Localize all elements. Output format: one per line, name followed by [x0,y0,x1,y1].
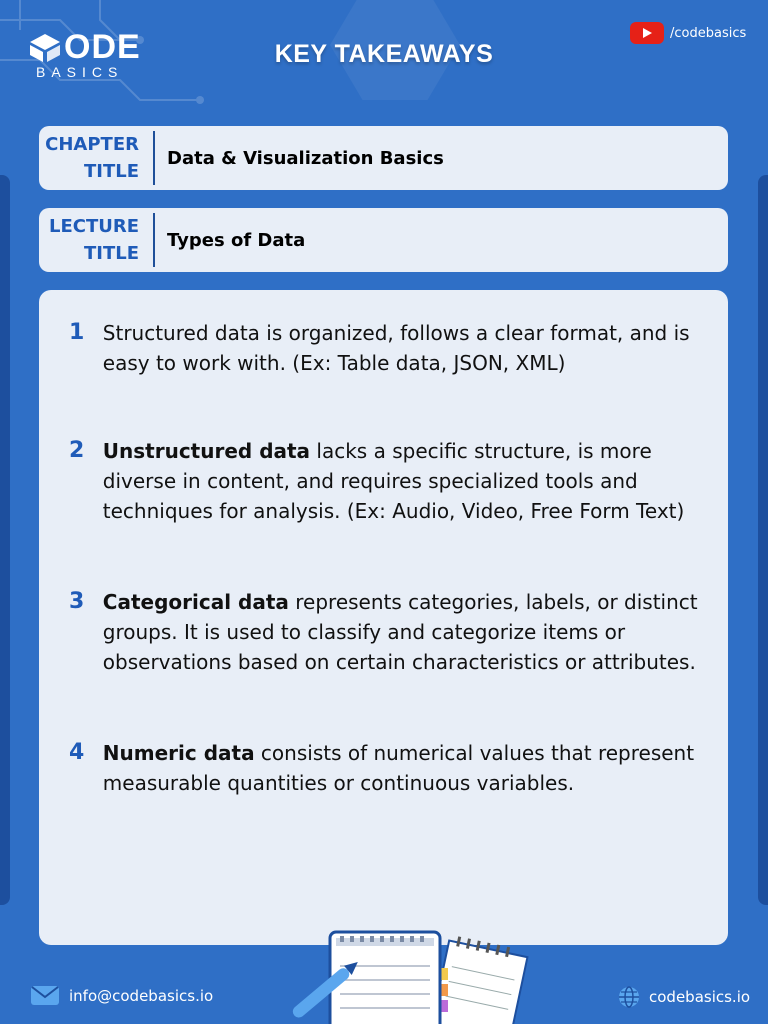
chapter-value: Data & Visualization Basics [167,147,444,169]
notebook-illustration [290,928,530,1024]
takeaway-body: represents categories, labels, or distinct groups. It is used to classify and categorize items or observations based on certain characteristics or attributes. [102,590,698,674]
footer-email: info@codebasics.io [69,986,214,1005]
takeaway-bold: Numeric data [102,741,255,765]
takeaway-text [103,587,699,677]
takeaway-body: consists of numerical values that represent measurable quantities or continuous variables. [102,741,695,795]
youtube-icon [630,22,664,44]
takeaway-bold: Unstructured data [102,439,311,463]
footer-website-link[interactable] [617,985,750,1009]
takeaway-number: 3 [69,589,85,614]
footer-email-link[interactable] [31,986,213,1005]
takeaways-card [39,290,728,945]
takeaway-body: Structured data is organized, follows a clear format, and is easy to work with. (Ex: Table data, JSON, XML) [102,321,690,375]
youtube-handle: /codebasics [670,25,747,41]
lecture-label-line1: LECTURE [48,216,139,237]
footer-website: codebasics.io [649,988,751,1006]
takeaway-number: 4 [69,740,85,765]
logo-main-text: ODE [64,28,141,66]
takeaway-item [69,318,699,378]
takeaway-body: lacks a specific structure, is more diverse in content, and requires specialized tools and techniques for analysis. (Ex: Audio, Video, Free Form Text) [102,439,685,523]
takeaway-text [103,436,699,526]
takeaway-text [103,318,699,378]
youtube-link[interactable] [630,22,746,44]
takeaway-text [103,738,699,798]
lecture-title-card [39,208,728,272]
lecture-label-line2: TITLE [83,243,139,264]
logo-sub-text: BASICS [36,64,124,80]
globe-icon [617,985,641,1009]
takeaway-number: 1 [69,320,85,345]
page-title: KEY TAKEAWAYS [274,40,494,68]
lecture-label [39,213,155,267]
chapter-label-line1: CHAPTER [45,134,139,155]
chapter-title-card [39,126,728,190]
takeaway-item [69,587,699,677]
takeaway-item [69,436,699,526]
takeaway-number: 2 [69,438,85,463]
mail-icon [31,986,59,1005]
chapter-label-line2: TITLE [83,161,139,182]
chapter-label [39,131,155,185]
lecture-value: Types of Data [167,229,306,251]
left-edge-decoration [0,175,10,905]
takeaway-bold: Categorical data [102,590,289,614]
right-edge-decoration [758,175,768,905]
takeaway-item [69,738,699,798]
